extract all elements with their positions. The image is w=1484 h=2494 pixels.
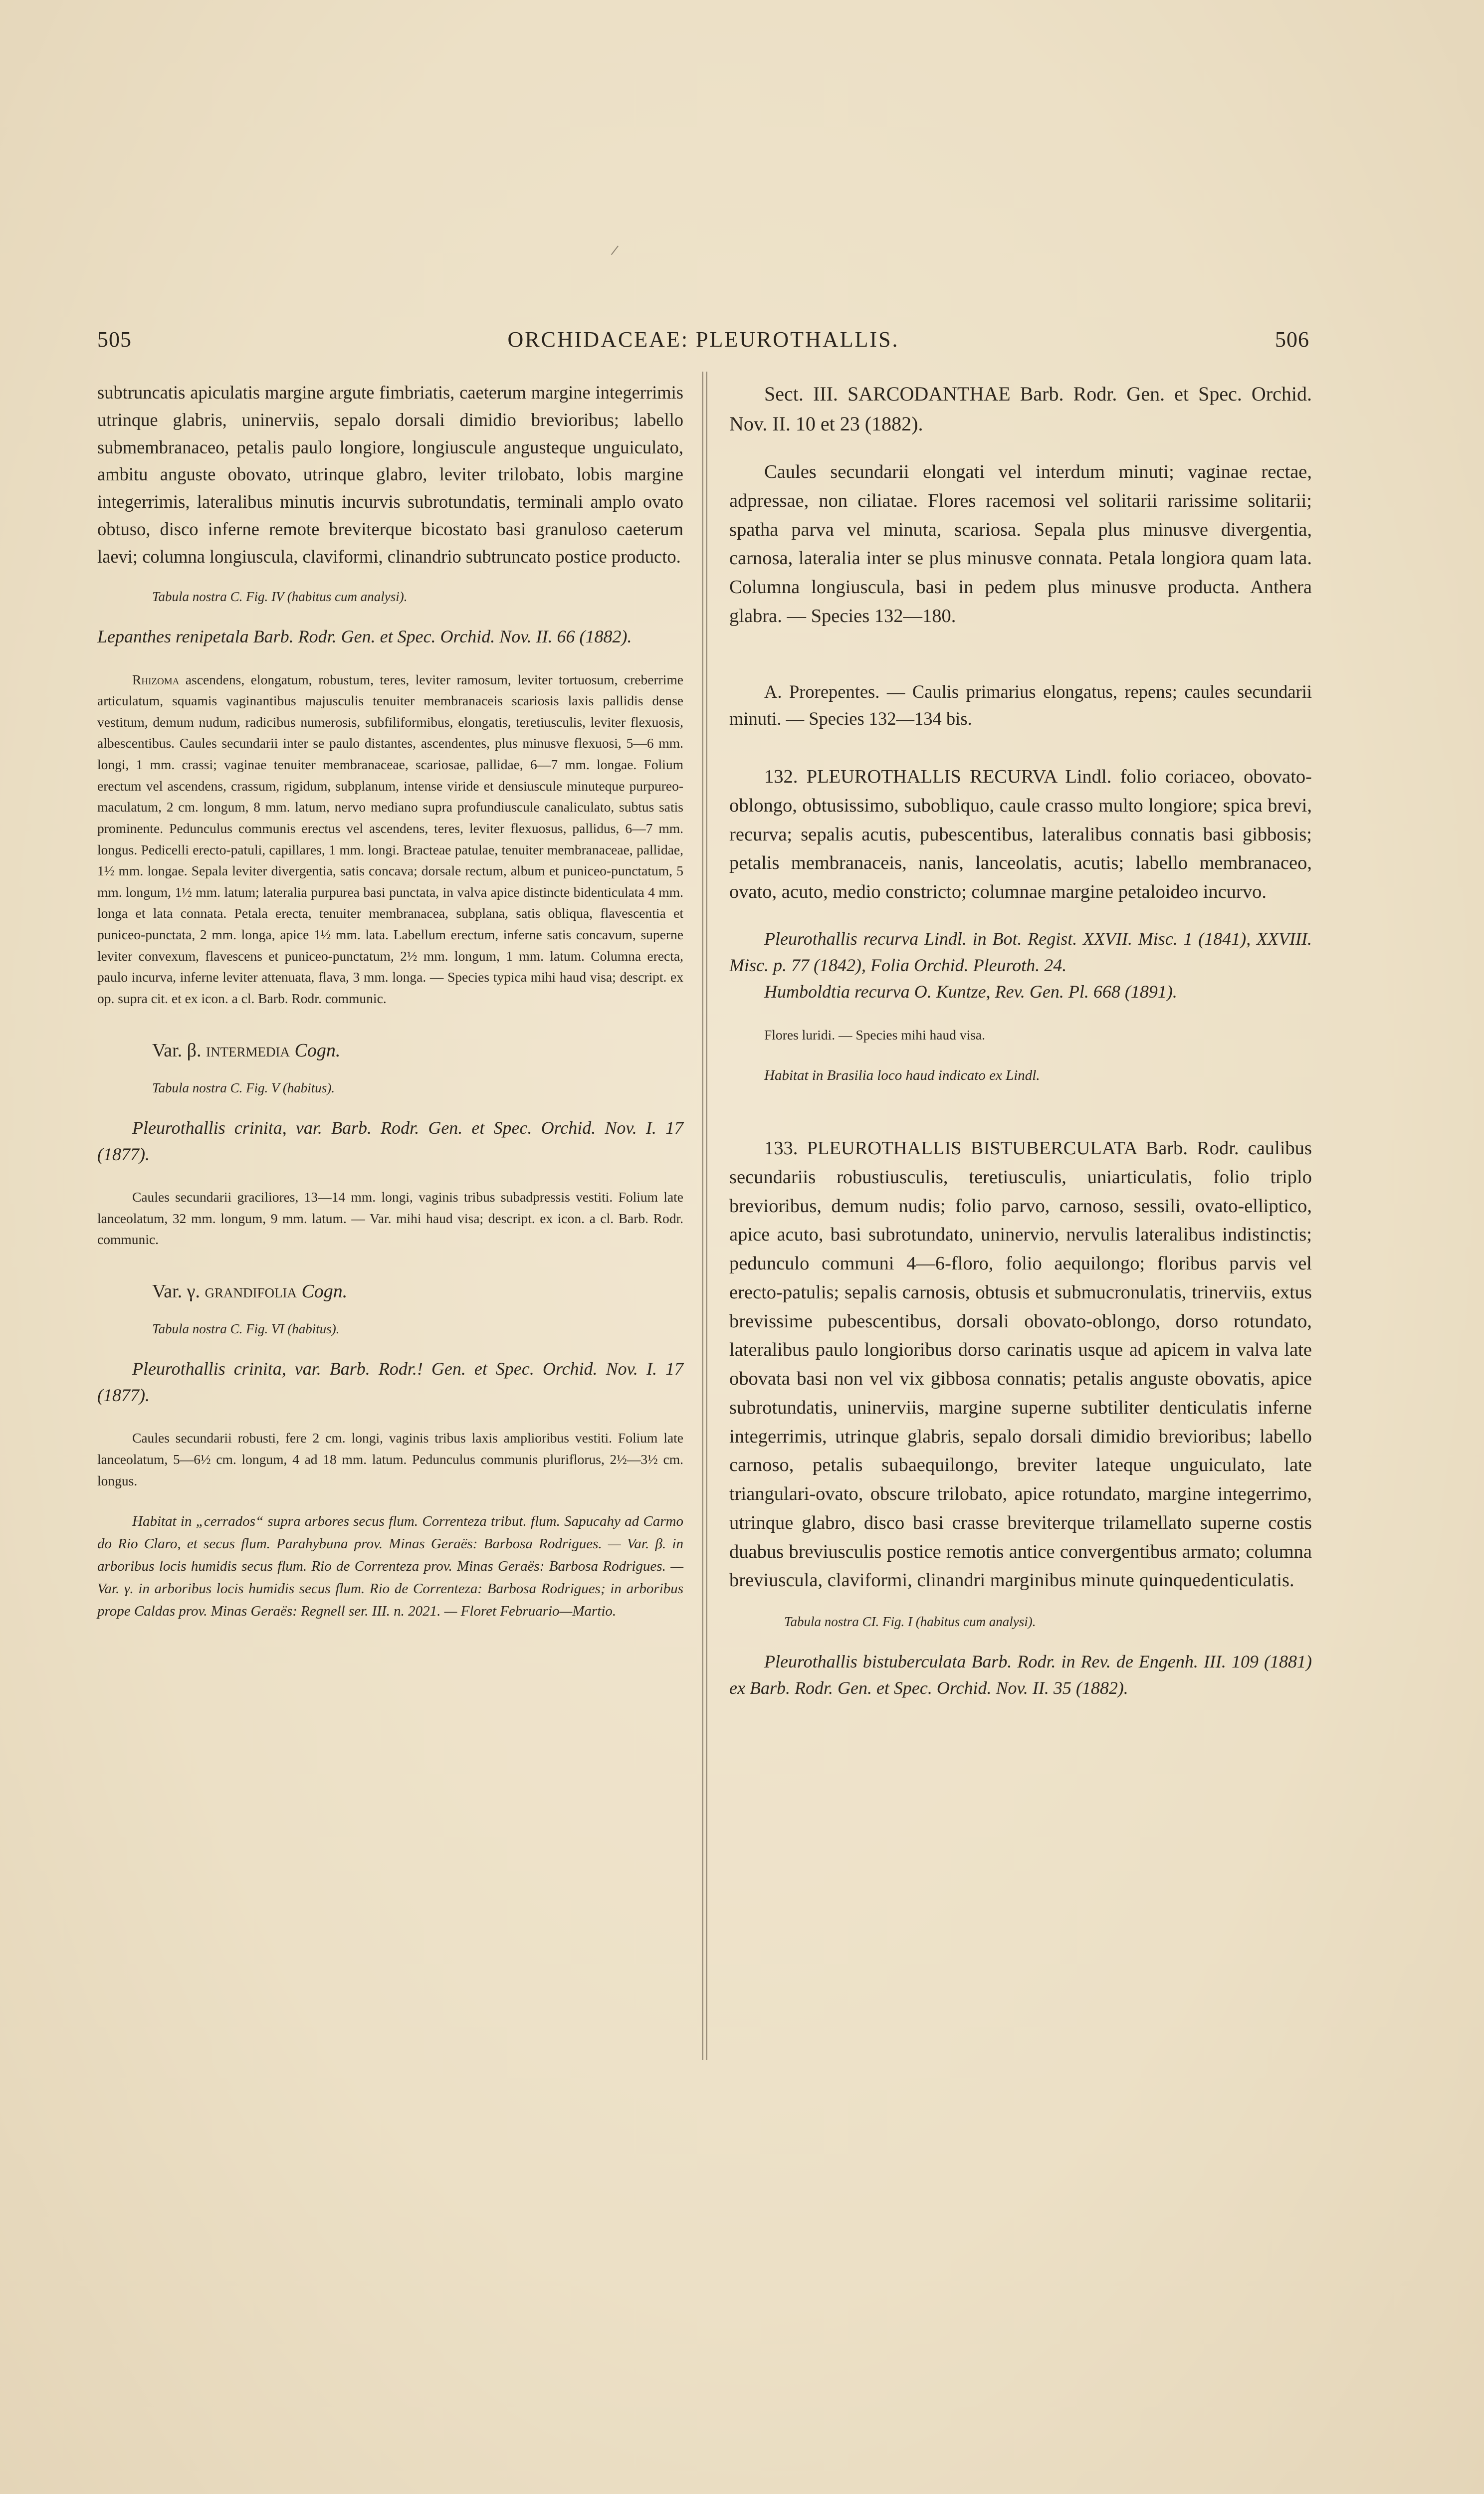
variety-gamma-heading — [97, 1280, 683, 1302]
section-description: Caules secundarii elongati vel interdum minuti; vaginae rectae, adpressae, non ciliatae. Flores racemosi vel solitarii rarissime solitarii; spatha parva vel minuta, scariosa. Sepala plus minusve divergentia, carnosa, lateralia inter se plus minusve connata. Petala longiora quam lata. Columna longiuscula, basi in pedem plus minusve producta. Anthera glabra. — Species 132—180. — [729, 461, 1312, 626]
plate-reference: Tabula nostra CI. Fig. I (habitus cum analysi). — [784, 1614, 1036, 1630]
left-column — [97, 379, 683, 1623]
plate-reference: Tabula nostra C. Fig. IV (habitus cum analysi). — [152, 589, 408, 605]
subsection-a: A. Prorepentes. — Caulis primarius elongatus, repens; caules secundarii minuti. — Species 132—134 bis. — [729, 681, 1312, 729]
habitat-note: Habitat in „cerrados“ supra arbores secus flum. Correnteza tribut. flum. Sapucahy ad Carmo do Rio Claro, et secus flum. Parahybuna prov. Minas Geraës: Barbosa Rodrigues. — Var. β. in arboribus locis humidis secus flum. Rio de Correnteza prov. Minas Geraës: Barbosa Rodrigues. — Var. γ. in arboribus locis humidis secus flum. Rio de Correnteza: Barbosa Rodrigues; in arboribus prope Caldas prov. Minas Geraës: Regnell ser. III. n. 2021. — Floret Februario—Martio. — [97, 1513, 683, 1620]
plate-reference: Tabula nostra C. Fig. VI (habitus). — [152, 1321, 340, 1336]
flores-note: Flores luridi. — Species mihi haud visa. — [764, 1027, 986, 1042]
column-divider — [702, 372, 707, 2060]
variety-label: Var. γ. — [152, 1280, 200, 1302]
variety-label: Var. β. — [152, 1039, 202, 1061]
right-column — [729, 379, 1312, 1702]
plate-reference: Tabula nostra C. Fig. V (habitus). — [152, 1080, 335, 1095]
description-continued: subtruncatis apiculatis margine argute fimbriatis, caeterum margine integerrimis utrinque glabris, uninerviis, sepalo dorsali dimidio brevioribus; labello submembranaceo, petalis paulo longiore, longiuscule angusteque unguiculato, ambitu anguste obovato, utrinque glabro, leviter trilobato, lobis margine integerrimis, lateralibus minutis incurvis subrotundatis, terminali amplo ovato obtuso, disco inferne remote breviterque bicostato basi granuloso caeterum laevi; columna longiuscula, claviformi, clinandrio subtruncato postice producto. — [97, 382, 683, 567]
synonym-citation: Lepanthes renipetala Barb. Rodr. Gen. et Spec. Orchid. Nov. II. 66 (1882). — [97, 626, 632, 647]
citation-132a: Pleurothallis recurva Lindl. in Bot. Regist. XXVII. Misc. 1 (1841), XXVIII. Misc. p. 77 (1842), Folia Orchid. Pleuroth. 24. — [729, 928, 1312, 976]
citation-132b: Humboldtia recurva O. Kuntze, Rev. Gen. Pl. 668 (1891). — [764, 982, 1177, 1002]
citation-133: Pleurothallis bistuberculata Barb. Rodr. in Rev. de Engenh. III. 109 (1881) ex Barb. Rodr. Gen. et Spec. Orchid. Nov. II. 35 (1882). — [729, 1652, 1312, 1698]
synonym-citation: Pleurothallis crinita, var. Barb. Rodr. Gen. et Spec. Orchid. Nov. I. 17 (1877). — [97, 1117, 683, 1164]
desc-body: ascendens, elongatum, robustum, teres, leviter ramosum, leviter tortuosum, creberrime articulatum, squamis vaginantibus majusculis tenuiter membranaceis scariosis laxis pallidis dense vestitum, demum nudum, radicibus numerosis, subfiliformibus, elongatis, teretiusculis, leviter flexuosis, albescentibus. Caules secundarii inter se paulo distantes, ascendentes, plus minusve flexuosi, 5—6 mm. longi, 1 mm. crassi; vaginae tenuiter membranaceae, scariosae, pallidae, 6—7 mm. longae. Folium erectum vel ascendens, crassum, rigidum, subplanum, intense viride et densiuscule minuteque purpureo-maculatum, 2 cm. longum, 8 mm. latum, nervo mediano supra profundiuscule canaliculato, subtus satis prominente. Pedunculus communis erectus vel ascendens, teres, leviter flexuosus, pallidus, 6—7 mm. longus. Pedicelli erecto-patuli, capillares, 1 mm. longi. Bracteae patulae, tenuiter membranaceae, pallidae, 1½ mm. longae. Sepala leviter divergentia, satis concava; dorsale rectum, album et puniceo-punctatum, 5 mm. longum, 1½ mm. latum; lateralia purpurea basi punctata, in valva apice distincte bidenticulata 4 mm. longa et lata connata. Petala erecta, tenuiter membranacea, subplana, satis obliqua, flavescentia et puniceo-punctata, 2 mm. longa, apice 1½ mm. lata. Labellum erectum, inferne satis concavum, superne leviter convexum, flavescens et puniceo-punctatum, 2½ mm. longum, 1 mm. latum. Columna erecta, paulo incurva, inferne leviter attenuata, flava, 3 mm. longa. — Species typica mihi haud visa; descript. ex op. supra cit. et ex icon. a cl. Barb. Rodr. communic. — [97, 671, 684, 1006]
synonym-citation: Pleurothallis crinita, var. Barb. Rodr.! Gen. et Spec. Orchid. Nov. I. 17 (1877). — [97, 1358, 683, 1406]
variety-author: Cogn. — [301, 1280, 348, 1302]
section-heading: Sect. III. SARCODANTHAE Barb. Rodr. Gen. et Spec. Orchid. Nov. II. 10 et 23 (1882). — [729, 383, 1312, 435]
detailed-description — [97, 669, 683, 1010]
habitat-note: Habitat in Brasilia loco haud indicato ex Lindl. — [764, 1067, 1040, 1084]
variety-name: intermedia — [206, 1039, 290, 1061]
page-title: ORCHIDACEAE: PLEUROTHALLIS. — [507, 327, 899, 352]
species-132: 132. PLEUROTHALLIS RECURVA Lindl. folio coriaceo, obovato-oblongo, obtusissimo, subobliquo, caule crasso multo longiore; spica brevi, recurva; sepalis acutis, pubescentibus, lateralibus connatis basi gibbosis; petalis membranaceis, nanis, lanceolatis, acutis; labello membranaceo, ovato, acuto, medio constricto; columnae margine petaloideo incurvo. — [729, 766, 1312, 902]
page-number-right: 506 — [1275, 327, 1309, 352]
variety-description: Caules secundarii graciliores, 13—14 mm. longi, vaginis tribus subadpressis vestiti. Folium late lanceolatum, 32 mm. longum, 9 mm. latum. — Var. mihi haud visa; descript. ex icon. a cl. Barb. Rodr. communic. — [97, 1189, 683, 1247]
desc-lead-term: Rhizoma — [132, 671, 180, 687]
variety-description: Caules secundarii robusti, fere 2 cm. longi, vaginis tribus laxis amplioribus vestiti. Folium late lanceolatum, 5—6½ cm. longum, 4 ad 18 mm. latum. Pedunculus communis pluriflorus, 2½—3½ cm. longus. — [97, 1430, 683, 1488]
variety-name: grandifolia — [205, 1280, 297, 1302]
stray-mark: / — [610, 242, 620, 258]
page-number-left: 505 — [97, 327, 132, 352]
variety-author: Cogn. — [294, 1039, 341, 1061]
running-header — [97, 327, 1309, 357]
variety-beta-heading — [97, 1039, 683, 1061]
species-133: 133. PLEUROTHALLIS BISTUBERCULATA Barb. Rodr. caulibus secundariis robustiusculis, teretiusculis, uniarticulatis, folio triplo brevioribus, demum nudis; folio parvo, carnoso, sessili, ovato-elliptico, apice acuto, basi subrotundato, uninervio, nervulis lateralibus indistinctis; pedunculo communi 4—6-floro, folio aequilongo; floribus parvis vel erecto-patulis; sepalis carnosis, obtusis et submucronulatis, trinerviis, extus brevissime pubescentibus, dorsali obovato-oblongo, dorso rotundato, lateralibus paulo longioribus dorso carinatis usque ad apicem in valva late obovata basi non vel vix gibbosa connatis; petalis anguste obovatis, apice subrotundatis, uninerviis, margine superne subtiliter denticulatis inferne integerrimis, utrinque glabris, sepalo dorsali dimidio brevioribus; labello carnoso, petalis subaequilongo, breviter lateque unguiculato, late triangulari-ovato, obscure trilobato, apice rotundato, margine integerrimo, utrinque glabro, disco basi crasse breviterque trilamellato superne costis duabus breviusculis postice remotis antice convergentibus armato; columna breviuscula, claviformi, clinandri marginibus minute quinquedenticulatis. — [729, 1138, 1312, 1591]
